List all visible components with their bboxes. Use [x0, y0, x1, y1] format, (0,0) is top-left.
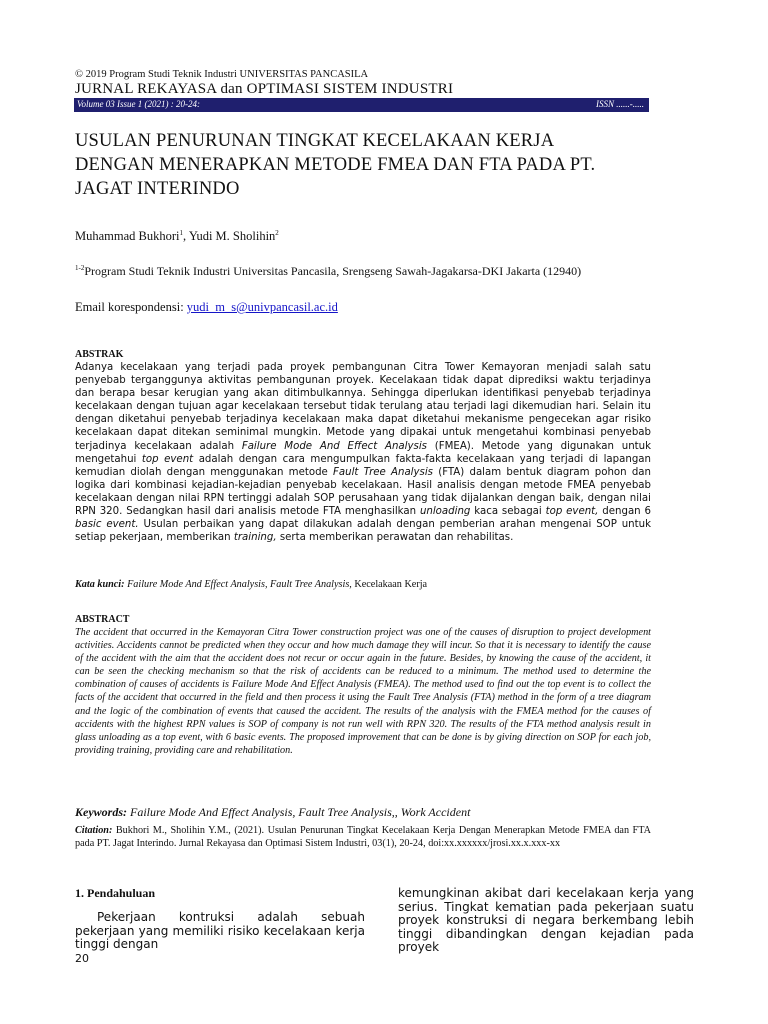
author-2-affil: 2	[275, 229, 279, 237]
page-number: 20	[75, 952, 89, 965]
paper-title: USULAN PENURUNAN TINGKAT KECELAKAAN KERJA DENGAN MENERAPKAN METODE FMEA DAN FTA PADA PT. JAGAT INTERINDO	[75, 131, 596, 199]
citation-text: Bukhori M., Sholihin Y.M., (2021). Usulan Penurunan Tingkat Kecelakaan Kerja Dengan Menerapkan Metode FMEA dan FTA pada PT. Jagat Interindo. Jurnal Rekayasa dan Optimasi Sistem Industri, 03(1), 20-24, doi:xx.xxxxxx/jrosi.xx.x.xxx-xx	[75, 825, 651, 849]
copyright-notice: © 2019 Program Studi Teknik Industri UNIVERSITAS PANCASILA	[75, 69, 369, 80]
abstrak-heading: ABSTRAK	[75, 349, 124, 360]
keywords-label: Keywords:	[75, 805, 127, 819]
author-2: Yudi M. Sholihin	[188, 229, 276, 244]
keywords	[75, 805, 470, 820]
abstract-heading: ABSTRACT	[75, 614, 130, 625]
section-heading: 1. Pendahuluan	[75, 886, 156, 900]
email-link[interactable]: yudi_m_s@univpancasil.ac.id	[186, 300, 338, 314]
body-column-left: Pekerjaan kontruksi adalah sebuah pekerjaan yang memiliki risiko kecelakaan kerja tinggi dengan	[75, 910, 365, 952]
author-list	[75, 229, 279, 244]
kata-kunci	[75, 579, 427, 590]
citation	[75, 825, 651, 850]
kata-kunci-plain: Kecelakaan Kerja	[351, 579, 428, 590]
volume-bar	[74, 98, 649, 112]
email-label: Email korespondensi:	[75, 300, 187, 314]
affiliation-text: Program Studi Teknik Industri Universitas Pancasila, Srengseng Sawah-Jagakarsa-DKI Jakarta (12940)	[84, 264, 582, 278]
author-separator: ,	[183, 229, 189, 244]
affiliation-marker: 1-2	[75, 264, 85, 272]
citation-label: Citation:	[75, 825, 113, 836]
author-1-affil: 1	[179, 229, 184, 237]
affiliation	[75, 264, 581, 279]
volume-info: Volume 03 Issue 1 (2021) : 20-24:	[77, 99, 200, 109]
journal-name: JURNAL REKAYASA dan OPTIMASI SISTEM INDUSTRI	[75, 81, 454, 97]
author-1: Muhammad Bukhori	[75, 229, 180, 244]
kata-kunci-label: Kata kunci:	[75, 579, 125, 590]
issn-info: ISSN ......-.....	[596, 99, 644, 109]
abstract-body: The accident that occurred in the Kemayoran Citra Tower construction project was one of the causes of disruption to project development activities. Accidents cannot be predicted when they occur and how much damage they will incur. So that it is necessary to identify the cause of the accident with the aim that the accident does not recur or occur again in the future. Besides, by knowing the cause of the accident, it can be seen the checking mechanism so that the risk of accidents can be reduced to a minimum. The method used to determine the combination of causes of accidents is Failure Mode And Effect Analysis (FMEA). The method used to find out the top event is to collect the facts of the accident that occurred in the field and then process it using the Fault Tree Analysis (FTA) method in the form of a tree diagram and the logic of the combination of events that caused the accident. The results of the analysis with the FMEA method for the causes of accidents with the highest RPN values is SOP of company is not run well with RPN 320. The results of the FTA method analysis result in glass unloading as a top event, with 6 basic events. The proposed improvement that can be done is by giving direction on SOP for each job, providing training, providing care and rehabilitation.	[75, 627, 651, 756]
corresponding-email	[75, 300, 338, 315]
body-column-right: kemungkinan akibat dari kecelakaan kerja yang serius. Tingkat kematian pada pekerjaan suatu proyek konstruksi di negara berkembang lebih tinggi dibandingkan dengan kejadian pada proyek	[398, 886, 694, 955]
kata-kunci-italic: Failure Mode And Effect Analysis, Fault Tree Analysis,	[124, 579, 352, 590]
keywords-text: Failure Mode And Effect Analysis, Fault Tree Analysis,, Work Accident	[127, 805, 471, 819]
abstrak-body: Adanya kecelakaan yang terjadi pada proyek pembangunan Citra Tower Kemayoran menjadi salah satu penyebab terganggunya aktivitas pembangunan proyek. Kecelakaan tidak dapat diprediksi waktu terjadinya dan berapa besar kerugian yang akan ditimbulkannya. Sehingga diperlukan identifikasi penyebab terjadinya kecelakaan dengan tujuan agar kecelakaan tersebut tidak terulang atau terjadi lagi dikemudian hari. Selain itu dengan diketahui penyebab terjadinya kecelakaan maka dapat diketahui mekanisme pengecekan agar risiko kecelakaan dapat ditekan seminimal mungkin. Metode yang dipakai untuk mengetahui kombinasi penyebab terjadinya kecelakaan adalah Failure Mode And Effect Analysis (FMEA). Metode yang digunakan untuk mengetahui top event adalah dengan cara mengumpulkan fakta-fakta kecelakaan yang terjadi di lapangan kemudian diolah dengan menggunakan metode Fault Tree Analysis (FTA) dalam bentuk diagram pohon dan logika dari kombinasi kejadian-kejadian penyebab kecelakaan. Hasil analisis dengan metode FMEA penyebab kecelakaan dengan nilai RPN tertinggi adalah SOP perusahaan yang tidak dijalankan dengan baik, dengan nilai RPN 320. Sedangkan hasil dari analisis metode FTA menghasilkan unloading kaca sebagai top event, dengan 6 basic event. Usulan perbaikan yang dapat dilakukan adalah dengan pemberian arahan mengenai SOP untuk setiap pekerjaan, memberikan training, serta memberikan perawatan dan rehabilitas.	[75, 362, 652, 544]
